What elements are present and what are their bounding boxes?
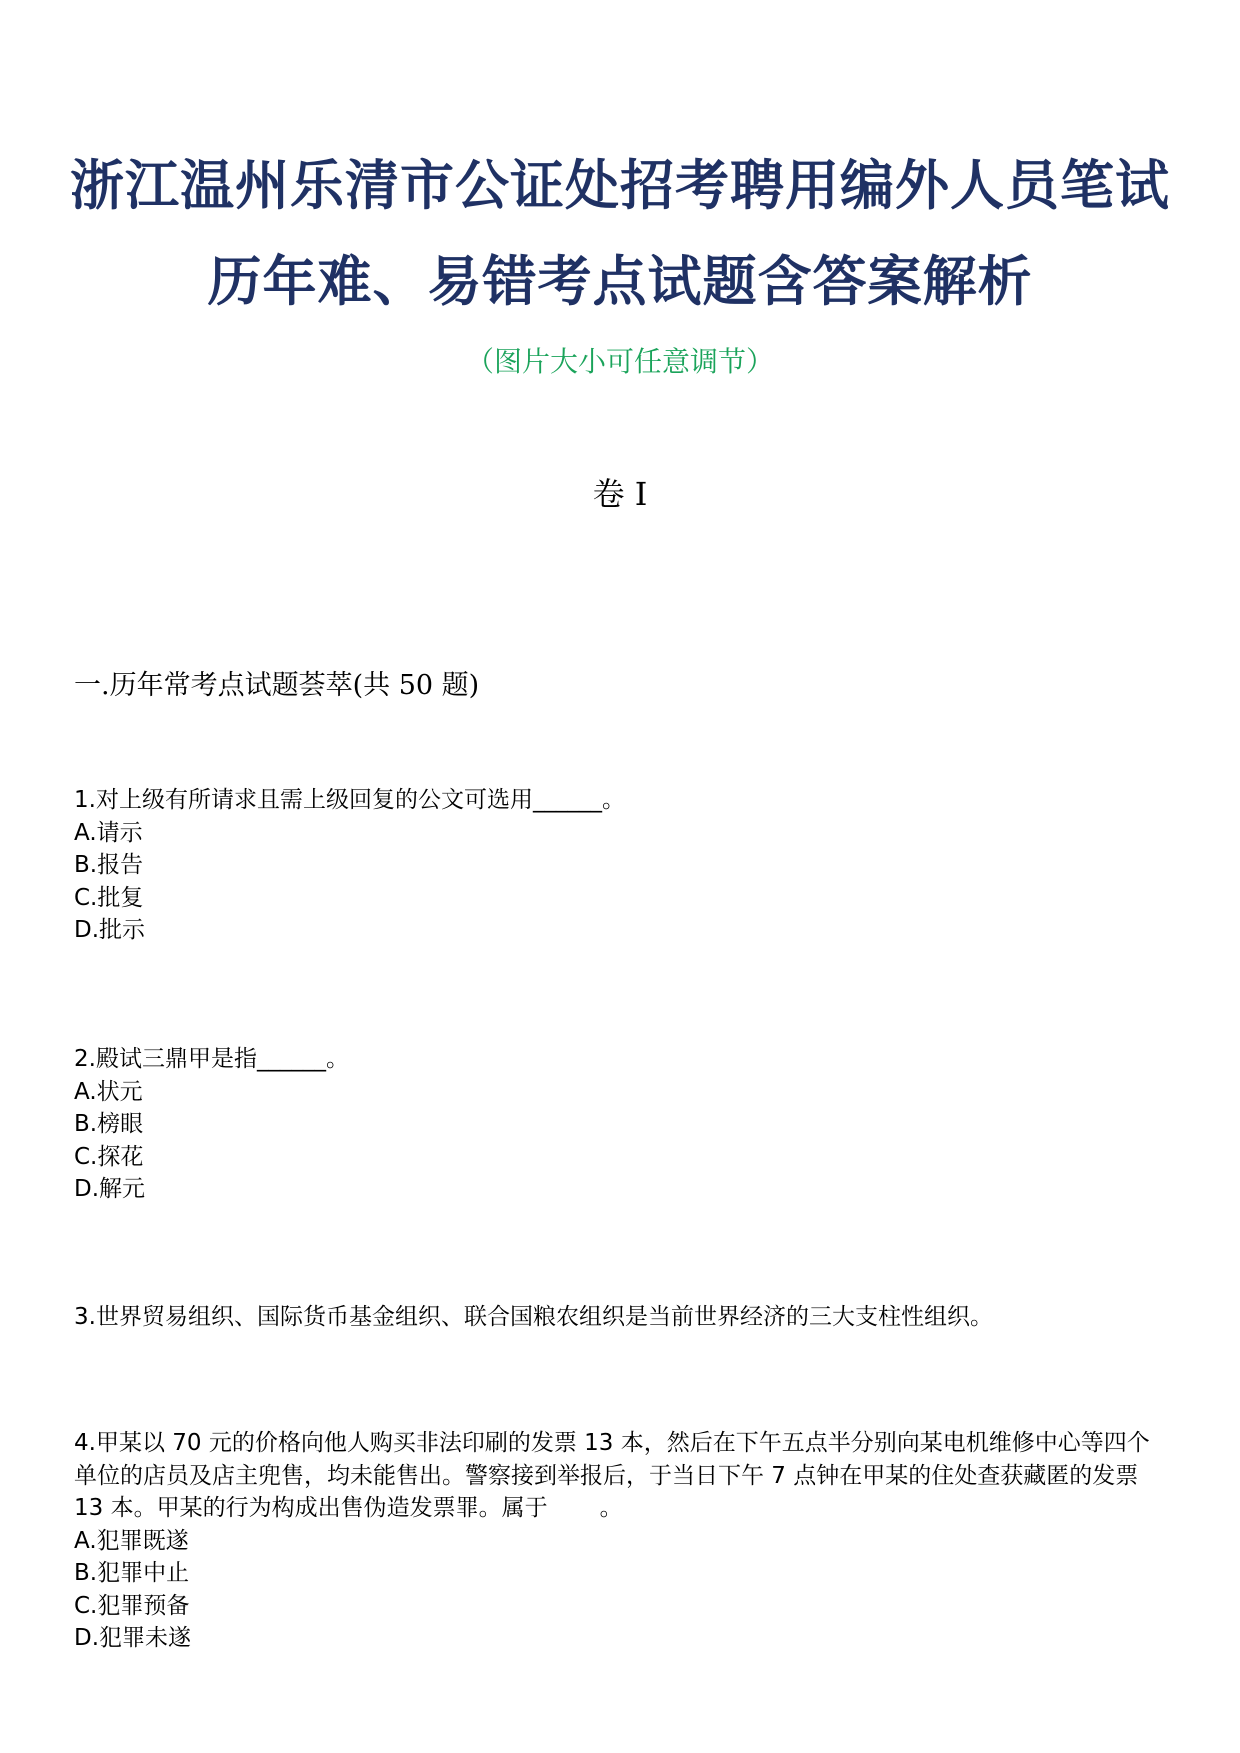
option-b: B.榜眼 [74,1111,144,1137]
question-3 [74,1301,1166,1334]
question-stem-end: 。 [599,1495,623,1521]
option-c: C.犯罪预备 [74,1592,190,1619]
option-a: A.请示 [74,819,143,846]
document-title-line-1: 浙江温州乐清市公证处招考聘用编外人员笔试 [70,154,1170,217]
question-stem-text: 4.甲某以 70 元的价格向他人购买非法印刷的发票 13 本，然后在下午五点半分别向某电机维修中心等四个单位的店员及店主兜售，均未能售出。警察接到举报后，于当日下午 7 点钟在甲某的住处查获藏匿的发票 13 本。甲某的行为构成出售伪造发票罪。属于 [74,1430,1150,1521]
question-2 [74,1043,1166,1206]
section-heading: 一.历年常考点试题荟萃(共 50 题) [74,670,480,701]
question-stem [74,1427,1166,1525]
option-a: A.状元 [74,1078,143,1105]
option-a: A.犯罪既遂 [74,1527,189,1554]
document-title-line-2: 历年难、易错考点试题含答案解析 [207,250,1033,313]
option-d: D.解元 [74,1176,146,1202]
option-d: D.犯罪未遂 [74,1625,192,1651]
option-c: C.探花 [74,1143,144,1170]
question-4 [74,1427,1166,1655]
question-stem: 2.殿试三鼎甲是指______。 [74,1046,349,1072]
question-stem: 1.对上级有所请求且需上级回复的公文可选用______。 [74,787,625,813]
volume-label: 卷 I [592,475,648,513]
question-stem: 3.世界贸易组织、国际货币基金组织、联合国粮农组织是当前世界经济的三大支柱性组织。 [74,1304,993,1330]
document-subtitle: （图片大小可任意调节） [465,345,774,378]
option-b: B.犯罪中止 [74,1560,190,1586]
option-b: B.报告 [74,852,144,878]
option-c: C.批复 [74,884,144,911]
question-1 [74,784,1166,947]
option-d: D.批示 [74,917,146,943]
